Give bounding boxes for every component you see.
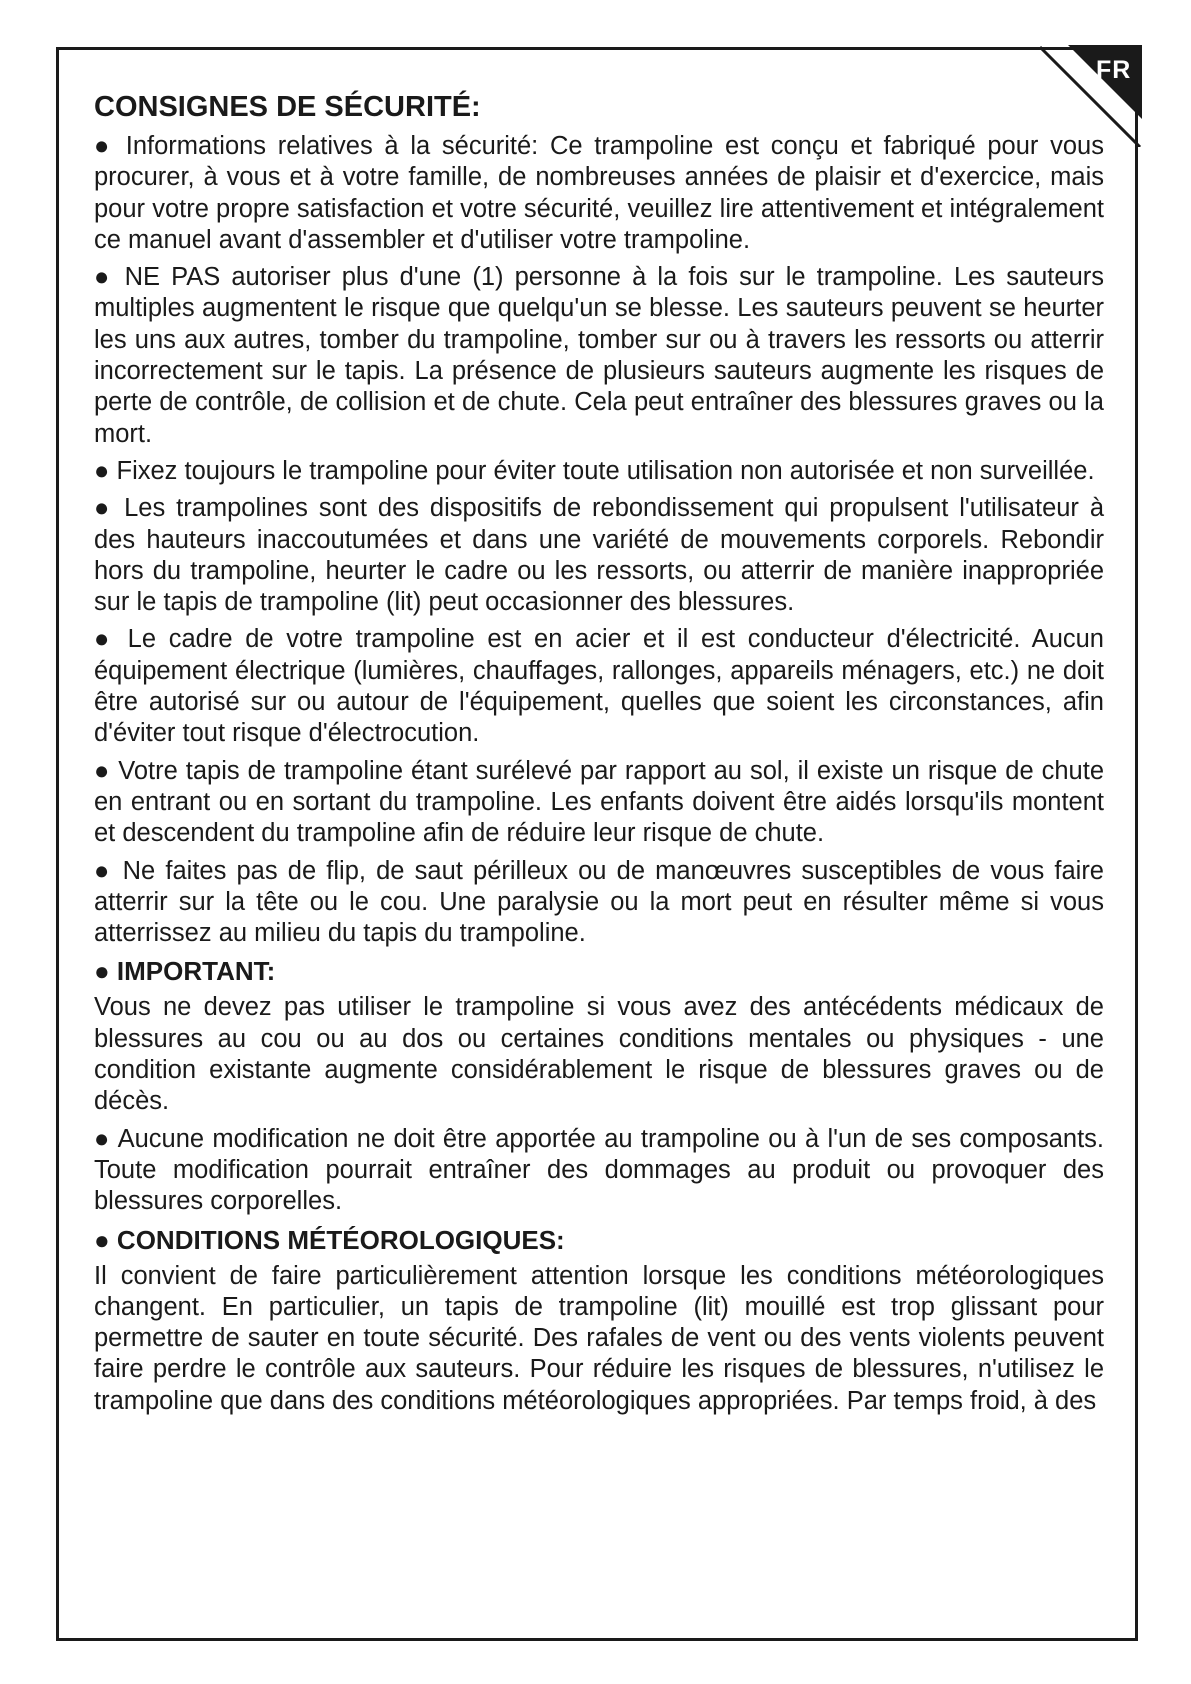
paragraph-rebound-devices: ● Les trampolines sont des dispositifs de rebondissement qui propulsent l'utilisateur à des hauteurs inaccoutumées et dans une variété de mouvements corporels. Rebondir hors du trampoline, heurter le cadre ou les ressorts, ou atterrir de manière inappropriée sur le tapis de trampoline (lit) peut occasionner des blessures. xyxy=(94,494,1104,617)
paragraph-safety-info: ● Informations relatives à la sécurité: Ce trampoline est conçu et fabriqué pour vous procurer, à vous et à votre famille, de nombreuses années de plaisir et d'exercice, mais pour votre propre satisfaction et votre sécurité, veuillez lire attentivement et intégralement ce manuel avant d'assembler et d'utiliser votre trampoline. xyxy=(94,132,1104,254)
paragraph-fall-risk: ● Votre tapis de trampoline étant surélevé par rapport au sol, il existe un risque de chute en entrant ou en sortant du trampoline. Les enfants doivent être aidés lorsqu'ils montent et descendent du trampoline afin de réduire leur risque de chute. xyxy=(94,756,1104,848)
language-badge: FR xyxy=(1096,56,1132,84)
paragraph-one-person: ● NE PAS autoriser plus d'une (1) personne à la fois sur le trampoline. Les sauteurs multiples augmentent le risque que quelqu'un se blesse. Les sauteurs peuvent se heurter les uns aux autres, tomber du trampoline, tomber sur ou à travers les ressorts ou atterrir incorrectement sur le tapis. La présence de plusieurs sauteurs augmente les risques de perte de contrôle, de collision et de chute. Cela peut entraîner des blessures graves ou la mort. xyxy=(94,263,1104,448)
safety-instructions xyxy=(94,87,1104,1423)
important-heading: ● IMPORTANT: xyxy=(94,956,276,987)
paragraph-important: Vous ne devez pas utiliser le trampoline si vous avez des antécédents médicaux de blessures au cou ou au dos ou certaines conditions mentales ou physiques - une condition existante augmente considérablement le risque de blessures graves ou de décès. xyxy=(94,993,1104,1116)
weather-heading: ● CONDITIONS MÉTÉOROLOGIQUES: xyxy=(94,1224,565,1255)
paragraph-weather: Il convient de faire particulièrement attention lorsque les conditions météorologiques changent. En particulier, un tapis de trampoline (lit) mouillé est trop glissant pour permettre de sauter en toute sécurité. Des rafales de vent ou des vents violents peuvent faire perdre le contrôle aux sauteurs. Pour réduire les risques de blessures, n'utilisez le trampoline que dans des conditions météorologiques appropriées. Par temps froid, à des xyxy=(94,1261,1104,1415)
page-title: CONSIGNES DE SÉCURITÉ: xyxy=(94,91,481,123)
paragraph-secure-trampoline: ● Fixez toujours le trampoline pour éviter toute utilisation non autorisée et non surveillée. xyxy=(94,456,1095,485)
paragraph-no-flips: ● Ne faites pas de flip, de saut périlleux ou de manœuvres susceptibles de vous faire atterrir sur la tête ou le cou. Une paralysie ou la mort peut en résulter même si vous atterrissez au milieu du tapis du trampoline. xyxy=(94,856,1104,948)
paragraph-modification: ● Aucune modification ne doit être apportée au trampoline ou à l'un de ses composants. Toute modification pourrait entraîner des dommages au produit ou provoquer des blessures corporelles. xyxy=(94,1124,1104,1216)
paragraph-electrical: ● Le cadre de votre trampoline est en acier et il est conducteur d'électricité. Aucun équipement électrique (lumières, chauffages, rallonges, appareils ménagers, etc.) ne doit être autorisé sur ou autour de l'équipement, quelles que soient les circonstances, afin d'éviter tout risque d'électrocution. xyxy=(94,625,1104,748)
